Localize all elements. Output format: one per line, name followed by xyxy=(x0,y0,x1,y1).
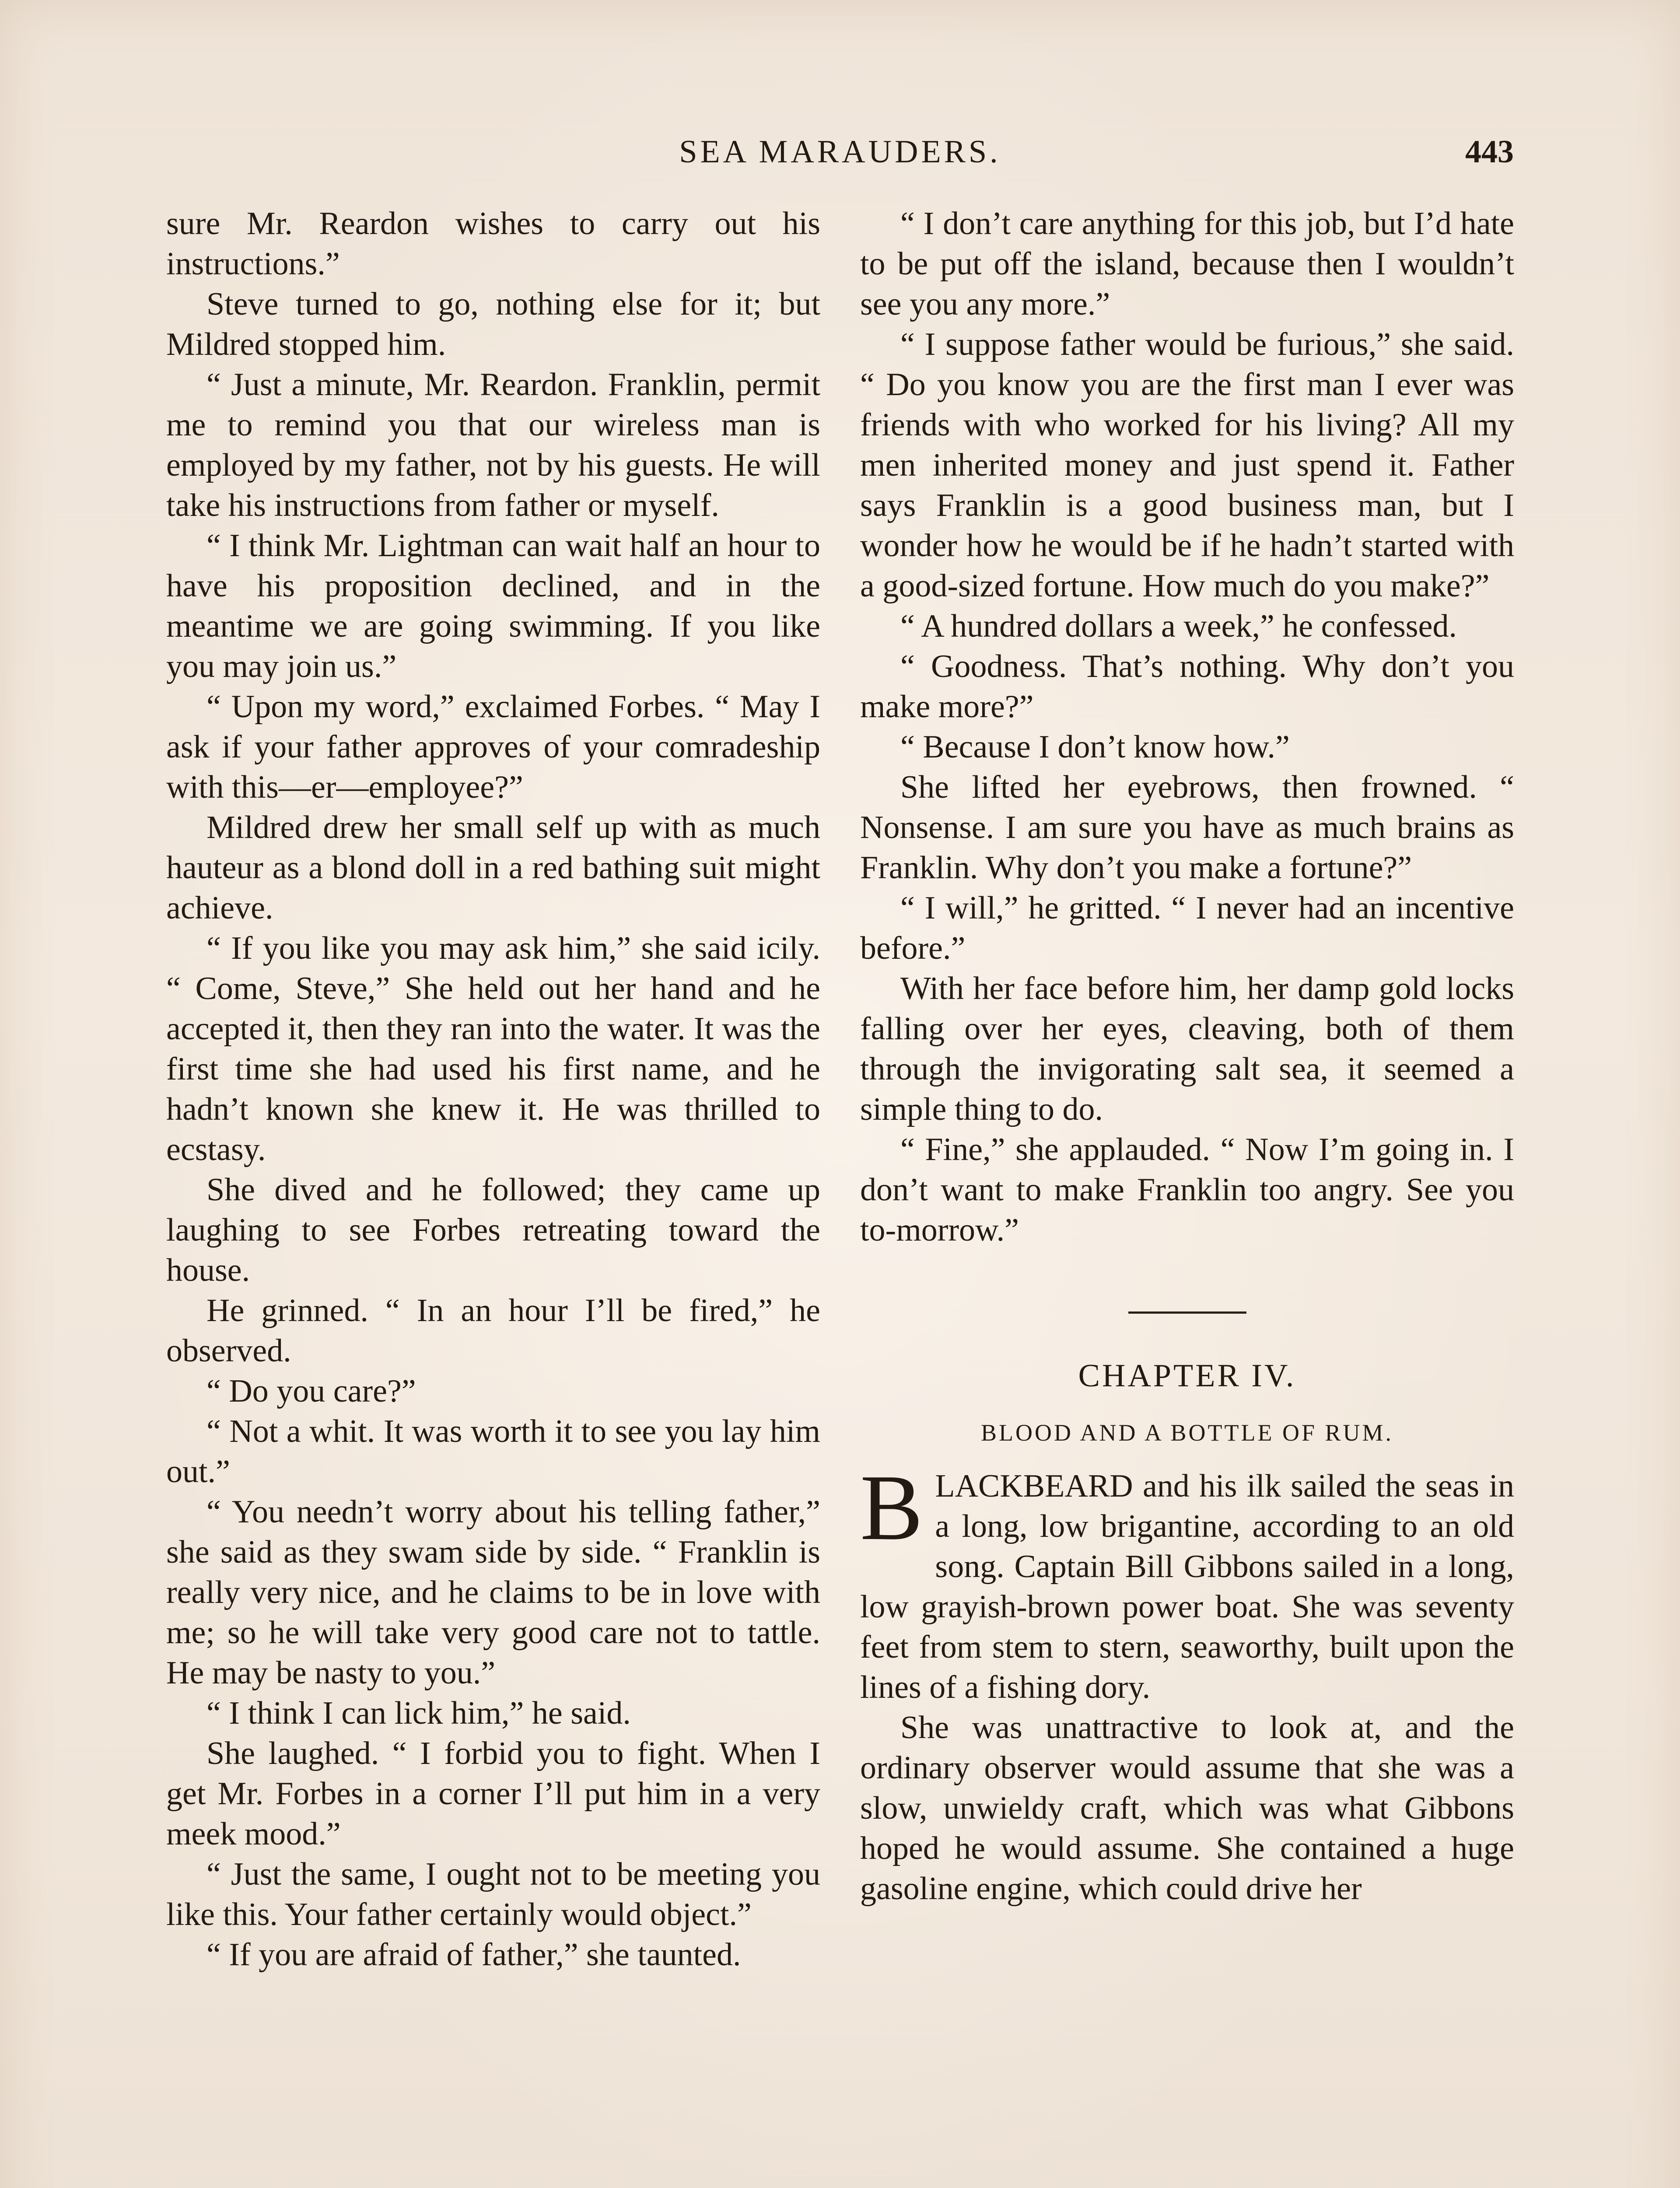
page-number: 443 xyxy=(1465,134,1514,170)
paragraph: “ Just the same, I ought not to be meeting you like this. Your father certainly would object.” xyxy=(166,1856,820,1932)
right-column xyxy=(860,203,1514,1909)
paragraph: She dived and he followed; they came up laughing to see Forbes retreating toward the house. xyxy=(166,1172,820,1288)
paragraph: “ Because I don’t know how.” xyxy=(900,729,1290,765)
paragraph: “ If you are afraid of father,” she taunted. xyxy=(206,1937,741,1973)
paragraph: “ Fine,” she applauded. “ Now I’m going in. I don’t want to make Franklin too angry. See you to-morrow.” xyxy=(860,1132,1514,1248)
paragraph: “ Just a minute, Mr. Reardon. Franklin, permit me to remind you that our wireless man is employed by my father, not by his guests. He will take his instructions from father or myself. xyxy=(166,367,820,523)
paragraph: “ I think Mr. Lightman can wait half an hour to have his proposition declined, and in the meantime we are going swimming. If you like you may join us.” xyxy=(166,528,820,684)
chapter-first-text: LACKBEARD and his ilk sailed the seas in a long, low brigantine, according to an old song. Captain Bill Gibbons sailed in a long, low grayish-brown power boat. She was seventy feet from stem to stern, seaworthy, built upon the lines of a fishing dory. xyxy=(860,1468,1514,1705)
left-column xyxy=(166,203,820,1975)
paragraph: “ Goodness. That’s nothing. Why don’t you make more?” xyxy=(860,649,1514,725)
chapter-title: CHAPTER IV. xyxy=(1078,1358,1296,1394)
paragraph: “ Upon my word,” exclaimed Forbes. “ May I ask if your father approves of your comradeship with this—er—employee?” xyxy=(166,689,820,805)
chapter-first-paragraph xyxy=(860,1455,1514,1708)
paragraph: “ A hundred dollars a week,” he confessed. xyxy=(900,608,1457,644)
paragraph: “ Not a whit. It was worth it to see you lay him out.” xyxy=(166,1413,820,1490)
paragraph: “ I will,” he gritted. “ I never had an incentive before.” xyxy=(860,890,1514,966)
paragraph: sure Mr. Reardon wishes to carry out his instructions.” xyxy=(166,206,820,282)
paragraph: She laughed. “ I forbid you to fight. When I get Mr. Forbes in a corner I’ll put him in a very meek mood.” xyxy=(166,1736,820,1852)
drop-cap: B xyxy=(860,1455,923,1560)
paragraph: She was unattractive to look at, and the ordinary observer would assume that she was a slow, unwieldy craft, which was what Gibbons hoped he would assume. She contained a huge gasoline engine, which could drive her xyxy=(860,1710,1514,1907)
section-divider xyxy=(1128,1311,1246,1314)
paragraph: Mildred drew her small self up with as much hauteur as a blond doll in a red bathing suit might achieve. xyxy=(166,810,820,926)
paragraph: “ I suppose father would be furious,” she said. “ Do you know you are the first man I ever was friends with who worked for his living? All my men inherited money and just spend it. Father says Franklin is a good business man, but I wonder how he would be if he hadn’t started with a good-sized fortune. How much do you make?” xyxy=(860,326,1514,604)
paragraph: With her face before him, her damp gold locks falling over her eyes, cleaving, both of them through the invigorating salt sea, it seemed a simple thing to do. xyxy=(860,971,1514,1127)
paragraph: “ You needn’t worry about his telling father,” she said as they swam side by side. “ Franklin is really very nice, and he claims to be in love with me; so he will take very good care not to tattle. He may be nasty to you.” xyxy=(166,1494,820,1691)
paragraph: “ I don’t care anything for this job, but I’d hate to be put off the island, because then I wouldn’t see you any more.” xyxy=(860,206,1514,322)
chapter-subtitle: BLOOD AND A BOTTLE OF RUM. xyxy=(980,1420,1394,1446)
paragraph: Steve turned to go, nothing else for it; but Mildred stopped him. xyxy=(166,286,820,362)
running-title: SEA MARAUDERS. xyxy=(679,134,1001,170)
paragraph: He grinned. “ In an hour I’ll be fired,” he observed. xyxy=(166,1293,820,1369)
paragraph: “ If you like you may ask him,” she said icily. “ Come, Steve,” She held out her hand and he accepted it, then they ran into the water. It was the first time she had used his first name, and he hadn’t known she knew it. He was thrilled to ecstasy. xyxy=(166,930,820,1168)
paragraph: She lifted her eyebrows, then frowned. “ Nonsense. I am sure you have as much brains as Franklin. Why don’t you make a fortune?” xyxy=(860,769,1514,886)
paragraph: “ Do you care?” xyxy=(206,1373,416,1409)
paragraph: “ I think I can lick him,” he said. xyxy=(206,1695,631,1731)
page-header xyxy=(166,128,1514,176)
